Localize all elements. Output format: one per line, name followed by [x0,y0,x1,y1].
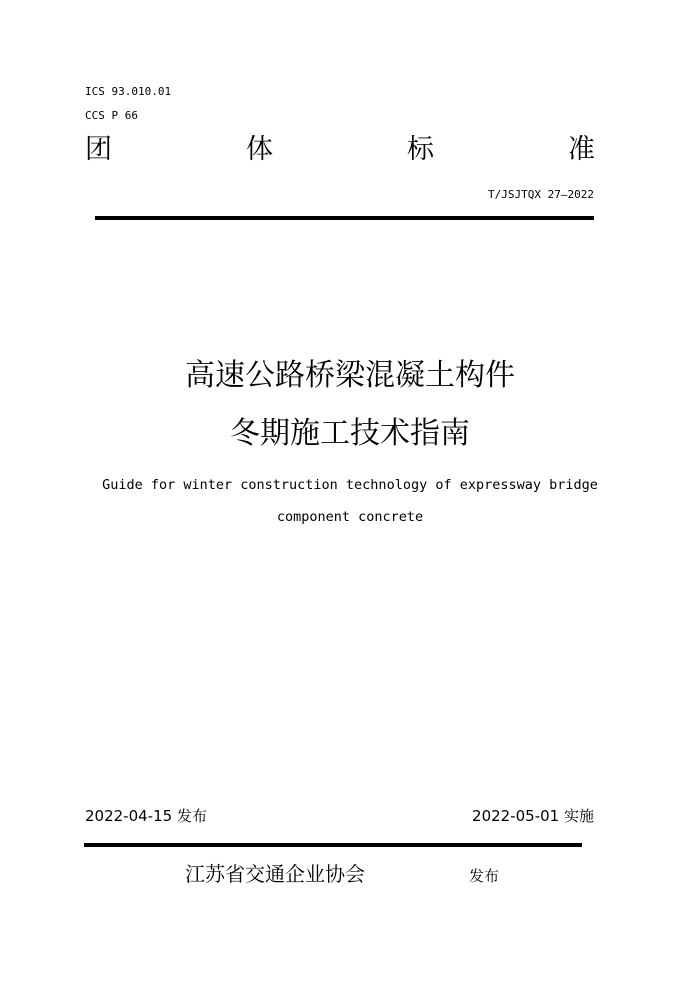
implementation-date: 2022-05-01 实施 [472,807,594,825]
ccs-code: CCS P 66 [85,109,138,122]
standard-type-heading [85,132,595,168]
title-cn-line1: 高速公路桥梁混凝土构件 [185,358,515,393]
publisher-name: 江苏省交通企业协会 [185,862,365,886]
title-en-line1: Guide for winter construction technology of expressway bridge [102,477,598,493]
standard-type-char: 准 [568,134,595,165]
publisher-action: 发布 [469,867,500,885]
ics-code: ICS 93.010.01 [85,85,172,98]
bottom-divider [84,843,582,847]
issue-date: 2022-04-15 发布 [85,807,207,825]
standard-type-char: 团 [85,134,112,165]
standard-type-char: 体 [246,134,273,165]
top-divider [95,216,594,220]
standard-code: T/JSJTQX 27—2022 [488,188,594,201]
title-en-line2: component concrete [276,509,424,525]
standard-type-char: 标 [407,134,434,165]
title-cn-line2: 冬期施工技术指南 [230,416,470,451]
